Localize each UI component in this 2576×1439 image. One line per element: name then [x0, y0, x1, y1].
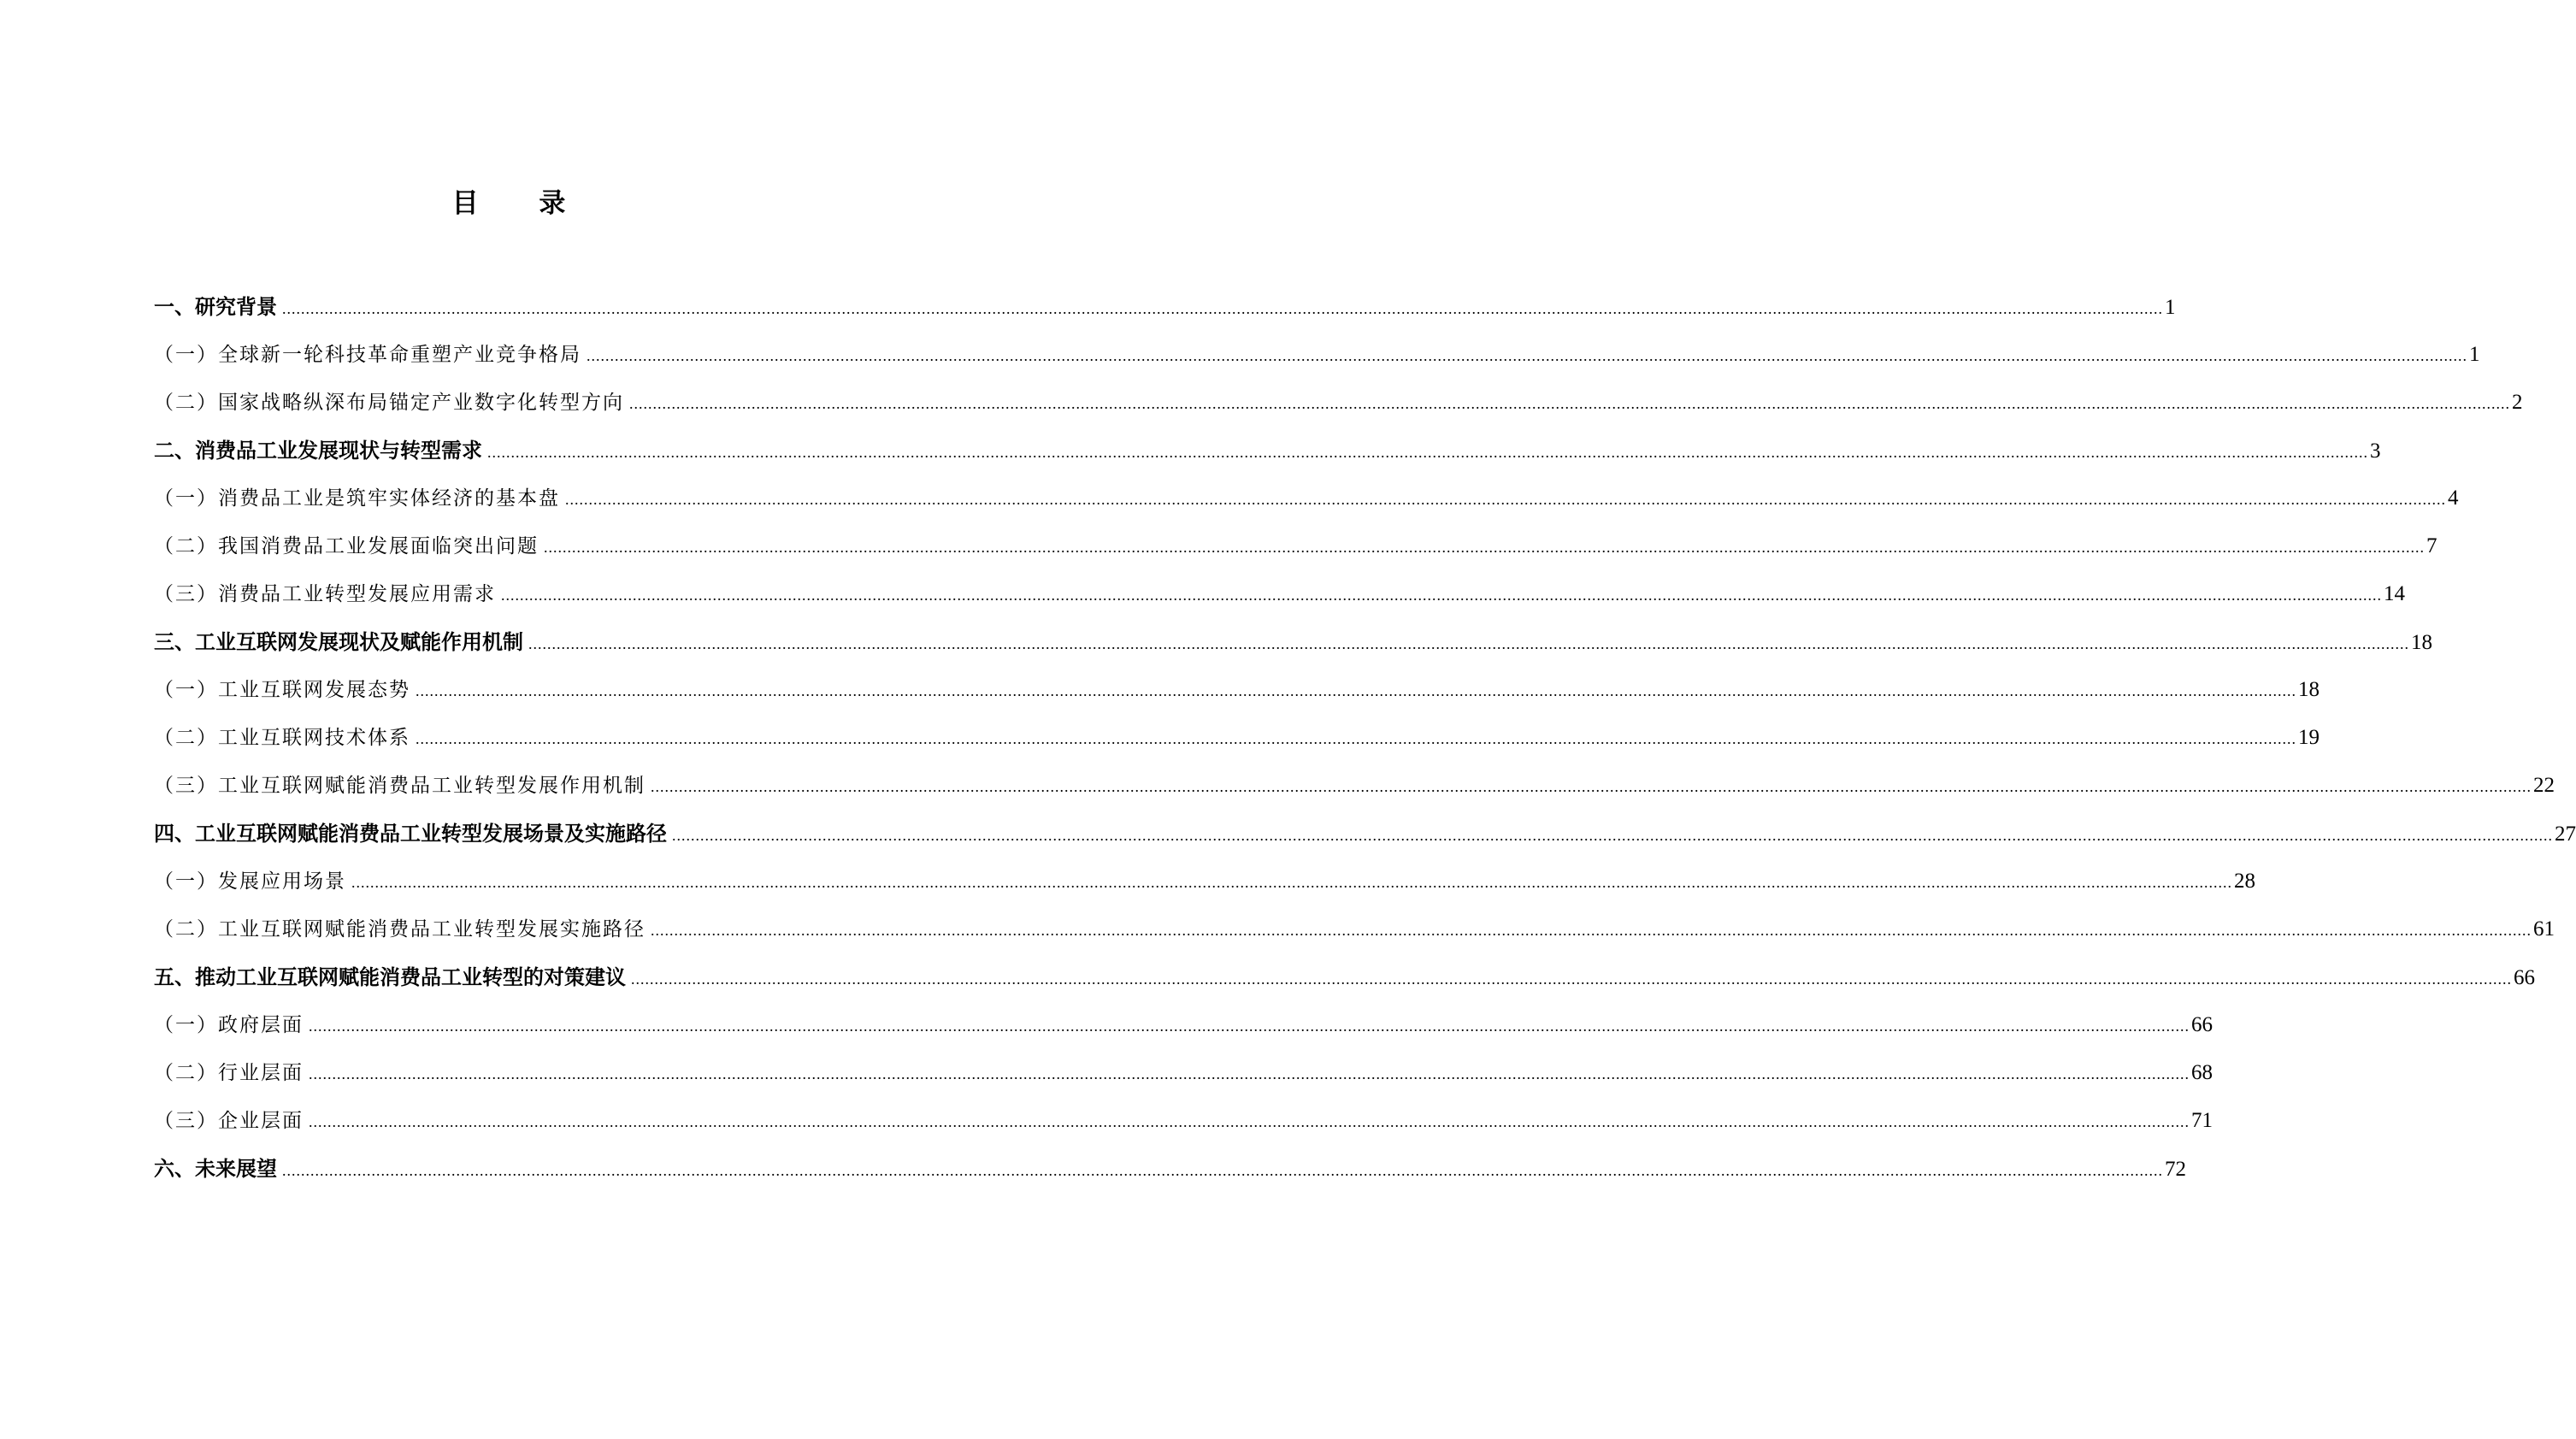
toc-entry-text: （三）企业层面	[154, 1110, 304, 1132]
toc-page-number: 61	[2533, 917, 2555, 941]
toc-entry-text: （一）工业互联网发展态势	[154, 679, 410, 701]
toc-dot-leader: ................................................................................................................................................................................................................................................................................................................................................................................................................	[528, 635, 2409, 652]
toc-chapter-entry[interactable]	[154, 627, 2432, 675]
toc-entry-text: （二）行业层面	[154, 1062, 304, 1084]
toc-page-number: 66	[2191, 1013, 2213, 1036]
toc-entry-text: 六、未来展望	[154, 1157, 277, 1181]
toc-dot-leader: ................................................................................................................................................................................................................................................................................................................................................................................................................	[416, 730, 2296, 747]
toc-section-entry[interactable]	[154, 1058, 2213, 1106]
toc-section-entry[interactable]	[154, 770, 2555, 818]
toc-dot-leader: ................................................................................................................................................................................................................................................................................................................................................................................................................	[487, 444, 2368, 461]
toc-section-entry[interactable]	[154, 387, 2523, 435]
toc-page-number: 27	[2555, 823, 2576, 846]
toc-dot-leader: ................................................................................................................................................................................................................................................................................................................................................................................................................	[309, 1065, 2190, 1082]
toc-entry-text: （三）工业互联网赋能消费品工业转型发展作用机制	[154, 775, 645, 797]
toc-dot-leader: ................................................................................................................................................................................................................................................................................................................................................................................................................	[282, 1162, 2163, 1179]
toc-chapter-entry[interactable]	[154, 435, 2381, 483]
toc-dot-leader: ................................................................................................................................................................................................................................................................................................................................................................................................................	[629, 395, 2510, 412]
toc-page-number: 2	[2512, 391, 2523, 414]
toc-dot-leader: ................................................................................................................................................................................................................................................................................................................................................................................................................	[309, 1017, 2190, 1035]
toc-section-entry[interactable]	[154, 483, 2459, 531]
toc-entry-text: 三、工业互联网发展现状及赋能作用机制	[154, 630, 523, 654]
toc-section-entry[interactable]	[154, 339, 2480, 387]
toc-page-number: 14	[2384, 582, 2405, 605]
toc-section-entry[interactable]	[154, 1106, 2213, 1153]
toc-page-number: 18	[2411, 631, 2432, 654]
toc-title: 目 录	[451, 188, 592, 219]
toc-chapter-entry[interactable]	[154, 818, 2576, 866]
toc-entry-text: 二、消费品工业发展现状与转型需求	[154, 439, 482, 463]
toc-section-entry[interactable]	[154, 914, 2555, 962]
toc-page-number: 66	[2514, 966, 2535, 989]
toc-entry-text: 五、推动工业互联网赋能消费品工业转型的对策建议	[154, 965, 626, 989]
toc-dot-leader: ................................................................................................................................................................................................................................................................................................................................................................................................................	[282, 300, 2163, 317]
toc-chapter-entry[interactable]	[154, 962, 2535, 1010]
toc-chapter-entry[interactable]	[154, 1153, 2186, 1201]
toc-page-number: 18	[2298, 678, 2320, 701]
toc-page-number: 72	[2165, 1158, 2186, 1181]
toc-page-number: 19	[2298, 726, 2320, 749]
toc-entry-text: 四、工业互联网赋能消费品工业转型发展场景及实施路径	[154, 822, 667, 846]
toc-dot-leader: ................................................................................................................................................................................................................................................................................................................................................................................................................	[309, 1113, 2190, 1130]
table-of-contents	[154, 292, 2576, 1201]
toc-page-number: 3	[2370, 439, 2381, 463]
toc-entry-text: （一）发展应用场景	[154, 870, 346, 893]
toc-dot-leader: ................................................................................................................................................................................................................................................................................................................................................................................................................	[651, 778, 2532, 795]
toc-entry-text: （二）工业互联网赋能消费品工业转型发展实施路径	[154, 918, 645, 941]
toc-section-entry[interactable]	[154, 675, 2320, 722]
toc-page-number: 22	[2533, 774, 2555, 797]
toc-entry-text: （一）消费品工业是筑牢实体经济的基本盘	[154, 487, 560, 510]
toc-page-number: 71	[2191, 1109, 2213, 1132]
toc-dot-leader: ................................................................................................................................................................................................................................................................................................................................................................................................................	[544, 539, 2425, 556]
toc-entry-text: （二）国家战略纵深布局锚定产业数字化转型方向	[154, 392, 624, 414]
toc-entry-text: （一）全球新一轮科技革命重塑产业竞争格局	[154, 344, 581, 366]
toc-dot-leader: ................................................................................................................................................................................................................................................................................................................................................................................................................	[587, 347, 2467, 364]
toc-entry-text: （三）消费品工业转型发展应用需求	[154, 583, 496, 605]
toc-dot-leader: ................................................................................................................................................................................................................................................................................................................................................................................................................	[631, 970, 2512, 988]
toc-dot-leader: ................................................................................................................................................................................................................................................................................................................................................................................................................	[565, 491, 2446, 508]
toc-page-number: 7	[2426, 534, 2437, 557]
toc-entry-text: （二）工业互联网技术体系	[154, 727, 410, 749]
toc-section-entry[interactable]	[154, 1010, 2213, 1058]
toc-entry-text: 一、研究背景	[154, 295, 277, 319]
toc-section-entry[interactable]	[154, 722, 2320, 770]
toc-dot-leader: ................................................................................................................................................................................................................................................................................................................................................................................................................	[501, 587, 2382, 604]
toc-section-entry[interactable]	[154, 531, 2437, 579]
toc-dot-leader: ................................................................................................................................................................................................................................................................................................................................................................................................................	[651, 922, 2532, 939]
toc-entry-text: （一）政府层面	[154, 1014, 304, 1036]
toc-page-number: 28	[2234, 870, 2255, 893]
toc-section-entry[interactable]	[154, 579, 2405, 627]
toc-page-number: 1	[2469, 343, 2480, 366]
toc-section-entry[interactable]	[154, 866, 2255, 914]
toc-dot-leader: ................................................................................................................................................................................................................................................................................................................................................................................................................	[672, 827, 2553, 844]
toc-dot-leader: ................................................................................................................................................................................................................................................................................................................................................................................................................	[416, 682, 2296, 699]
toc-page-number: 4	[2448, 487, 2459, 510]
toc-page-number: 68	[2191, 1061, 2213, 1084]
toc-page-number: 1	[2165, 296, 2176, 319]
toc-chapter-entry[interactable]	[154, 292, 2176, 339]
toc-dot-leader: ................................................................................................................................................................................................................................................................................................................................................................................................................	[351, 874, 2232, 891]
toc-entry-text: （二）我国消费品工业发展面临突出问题	[154, 535, 539, 557]
